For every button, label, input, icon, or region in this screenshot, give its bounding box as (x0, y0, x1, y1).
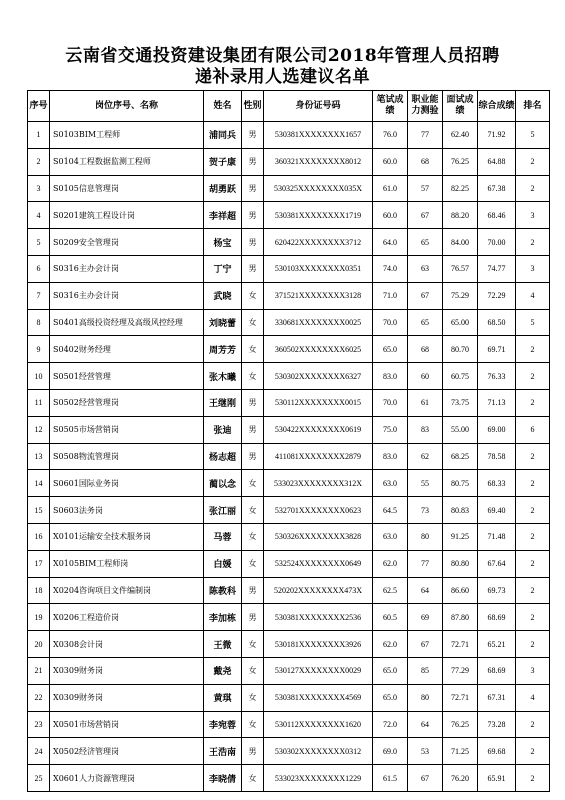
cell-rank: 6 (516, 416, 550, 443)
cell-interview-score: 71.25 (443, 738, 478, 765)
table-row (28, 577, 550, 604)
cell-interview-score: 80.70 (443, 336, 478, 363)
cell-total-score: 68.69 (478, 604, 516, 631)
cell-rank: 2 (516, 336, 550, 363)
cell-seq: 19 (28, 604, 50, 631)
cell-ability-score: 61 (408, 389, 443, 416)
cell-gender: 女 (242, 550, 264, 577)
candidate-table (27, 90, 550, 792)
cell-interview-score: 87.80 (443, 604, 478, 631)
cell-ability-score: 65 (408, 229, 443, 256)
cell-written-score: 65.0 (373, 684, 408, 711)
cell-gender: 男 (242, 738, 264, 765)
cell-seq: 11 (28, 389, 50, 416)
cell-id-number: 530325XXXXXXXX035X (264, 175, 373, 202)
table-row (28, 416, 550, 443)
table-row (28, 443, 550, 470)
cell-rank: 2 (516, 229, 550, 256)
cell-position: S0505市场营销岗 (50, 416, 204, 443)
cell-position: S0601国际业务岗 (50, 470, 204, 497)
cell-seq: 3 (28, 175, 50, 202)
cell-position: X0206工程造价岗 (50, 604, 204, 631)
cell-written-score: 70.0 (373, 309, 408, 336)
cell-id-number: 530112XXXXXXXX0015 (264, 389, 373, 416)
cell-gender: 女 (242, 282, 264, 309)
cell-interview-score: 60.75 (443, 363, 478, 390)
cell-id-number: 411081XXXXXXXX2879 (264, 443, 373, 470)
cell-written-score: 74.0 (373, 255, 408, 282)
cell-interview-score: 72.71 (443, 684, 478, 711)
table-row (28, 604, 550, 631)
cell-ability-score: 77 (408, 122, 443, 149)
cell-seq: 7 (28, 282, 50, 309)
cell-interview-score: 80.83 (443, 497, 478, 524)
cell-ability-score: 83 (408, 416, 443, 443)
cell-ability-score: 80 (408, 684, 443, 711)
cell-ability-score: 57 (408, 175, 443, 202)
cell-ability-score: 68 (408, 148, 443, 175)
cell-position: S0316主办会计岗 (50, 282, 204, 309)
cell-name: 张木曦 (204, 363, 242, 390)
cell-gender: 男 (242, 577, 264, 604)
cell-seq: 12 (28, 416, 50, 443)
cell-seq: 4 (28, 202, 50, 229)
cell-gender: 女 (242, 657, 264, 684)
cell-seq: 6 (28, 255, 50, 282)
cell-total-score: 71.48 (478, 523, 516, 550)
header-id: 身份证号码 (264, 91, 373, 122)
cell-id-number: 360502XXXXXXXX6025 (264, 336, 373, 363)
cell-gender: 女 (242, 631, 264, 658)
cell-id-number: 530302XXXXXXXX0312 (264, 738, 373, 765)
cell-total-score: 68.69 (478, 657, 516, 684)
cell-written-score: 69.0 (373, 738, 408, 765)
cell-written-score: 60.5 (373, 604, 408, 631)
table-row (28, 684, 550, 711)
cell-name: 张迪 (204, 416, 242, 443)
cell-written-score: 72.0 (373, 711, 408, 738)
cell-seq: 23 (28, 711, 50, 738)
cell-rank: 2 (516, 175, 550, 202)
cell-position: X0601人力资源管理岗 (50, 765, 204, 792)
page-subtitle: 递补录用人选建议名单 (195, 67, 370, 87)
cell-name: 李祥超 (204, 202, 242, 229)
cell-seq: 16 (28, 523, 50, 550)
cell-ability-score: 77 (408, 550, 443, 577)
cell-name: 王微 (204, 631, 242, 658)
cell-interview-score: 80.80 (443, 550, 478, 577)
cell-seq: 8 (28, 309, 50, 336)
table-row (28, 282, 550, 309)
cell-ability-score: 65 (408, 309, 443, 336)
cell-ability-score: 73 (408, 497, 443, 524)
cell-gender: 男 (242, 389, 264, 416)
cell-position: S0401高级投资经理及高级风控经理 (50, 309, 204, 336)
header-written: 笔试成绩 (373, 91, 408, 122)
header-seq: 序号 (28, 91, 50, 122)
table-row (28, 148, 550, 175)
cell-id-number: 533023XXXXXXXX1229 (264, 765, 373, 792)
table-row (28, 550, 550, 577)
cell-id-number: 530302XXXXXXXX6327 (264, 363, 373, 390)
cell-name: 李晓倩 (204, 765, 242, 792)
cell-rank: 5 (516, 122, 550, 149)
cell-rank: 3 (516, 255, 550, 282)
header-total: 综合成绩 (478, 91, 516, 122)
cell-id-number: 532524XXXXXXXX0649 (264, 550, 373, 577)
table-row (28, 497, 550, 524)
table-row (28, 175, 550, 202)
cell-ability-score: 67 (408, 631, 443, 658)
cell-written-score: 62.0 (373, 550, 408, 577)
cell-seq: 1 (28, 122, 50, 149)
cell-ability-score: 68 (408, 336, 443, 363)
cell-interview-score: 65.00 (443, 309, 478, 336)
cell-ability-score: 64 (408, 711, 443, 738)
cell-ability-score: 63 (408, 255, 443, 282)
cell-rank: 2 (516, 711, 550, 738)
header-name: 姓名 (204, 91, 242, 122)
table-row (28, 336, 550, 363)
cell-name: 蔺以念 (204, 470, 242, 497)
cell-seq: 24 (28, 738, 50, 765)
cell-name: 李宛蓉 (204, 711, 242, 738)
cell-rank: 2 (516, 497, 550, 524)
cell-id-number: 530103XXXXXXXX0351 (264, 255, 373, 282)
header-gender: 性别 (242, 91, 264, 122)
cell-gender: 男 (242, 175, 264, 202)
cell-interview-score: 86.60 (443, 577, 478, 604)
cell-position: S0603法务岗 (50, 497, 204, 524)
cell-interview-score: 72.71 (443, 631, 478, 658)
cell-gender: 男 (242, 604, 264, 631)
cell-id-number: 530381XXXXXXXX4569 (264, 684, 373, 711)
cell-total-score: 69.00 (478, 416, 516, 443)
table-row (28, 711, 550, 738)
cell-name: 王继刚 (204, 389, 242, 416)
cell-id-number: 530422XXXXXXXX0619 (264, 416, 373, 443)
cell-ability-score: 62 (408, 443, 443, 470)
cell-total-score: 67.38 (478, 175, 516, 202)
cell-rank: 2 (516, 363, 550, 390)
cell-seq: 20 (28, 631, 50, 658)
cell-gender: 女 (242, 497, 264, 524)
cell-name: 马蓉 (204, 523, 242, 550)
cell-written-score: 71.0 (373, 282, 408, 309)
cell-interview-score: 75.29 (443, 282, 478, 309)
cell-name: 贺子康 (204, 148, 242, 175)
cell-seq: 25 (28, 765, 50, 792)
table-row (28, 765, 550, 792)
cell-id-number: 520202XXXXXXXX473X (264, 577, 373, 604)
cell-position: S0201建筑工程设计岗 (50, 202, 204, 229)
table-row (28, 470, 550, 497)
cell-written-score: 62.0 (373, 631, 408, 658)
cell-interview-score: 76.20 (443, 765, 478, 792)
cell-name: 王浩南 (204, 738, 242, 765)
cell-id-number: 360321XXXXXXXX8012 (264, 148, 373, 175)
cell-gender: 女 (242, 684, 264, 711)
cell-seq: 22 (28, 684, 50, 711)
cell-seq: 10 (28, 363, 50, 390)
cell-name: 武晓 (204, 282, 242, 309)
cell-seq: 13 (28, 443, 50, 470)
cell-ability-score: 55 (408, 470, 443, 497)
cell-total-score: 65.91 (478, 765, 516, 792)
cell-written-score: 61.5 (373, 765, 408, 792)
cell-written-score: 83.0 (373, 443, 408, 470)
cell-interview-score: 77.29 (443, 657, 478, 684)
cell-rank: 2 (516, 523, 550, 550)
cell-seq: 21 (28, 657, 50, 684)
cell-position: X0501市场营销岗 (50, 711, 204, 738)
cell-id-number: 530381XXXXXXXX1719 (264, 202, 373, 229)
cell-position: X0204咨询项目文件编制岗 (50, 577, 204, 604)
table-row (28, 229, 550, 256)
cell-id-number: 530381XXXXXXXX1657 (264, 122, 373, 149)
cell-position: S0104工程数据监测工程师 (50, 148, 204, 175)
cell-written-score: 64.0 (373, 229, 408, 256)
cell-gender: 男 (242, 255, 264, 282)
cell-name: 杨宝 (204, 229, 242, 256)
cell-interview-score: 88.20 (443, 202, 478, 229)
cell-id-number: 532701XXXXXXXX0623 (264, 497, 373, 524)
cell-name: 黄琪 (204, 684, 242, 711)
cell-gender: 男 (242, 148, 264, 175)
table-row (28, 122, 550, 149)
table-row (28, 738, 550, 765)
cell-gender: 男 (242, 202, 264, 229)
cell-seq: 5 (28, 229, 50, 256)
cell-position: S0402财务经理 (50, 336, 204, 363)
cell-position: X0101运输安全技术服务岗 (50, 523, 204, 550)
cell-interview-score: 62.40 (443, 122, 478, 149)
cell-written-score: 76.0 (373, 122, 408, 149)
cell-written-score: 63.0 (373, 470, 408, 497)
cell-total-score: 72.29 (478, 282, 516, 309)
page-title: 云南省交通投资建设集团有限公司2018年管理人员招聘 (65, 46, 500, 66)
cell-id-number: 533023XXXXXXXX312X (264, 470, 373, 497)
cell-written-score: 65.0 (373, 336, 408, 363)
cell-gender: 女 (242, 470, 264, 497)
cell-total-score: 78.58 (478, 443, 516, 470)
cell-gender: 男 (242, 122, 264, 149)
cell-position: X0308会计岗 (50, 631, 204, 658)
cell-id-number: 530326XXXXXXXX3828 (264, 523, 373, 550)
cell-rank: 3 (516, 657, 550, 684)
table-header-row (28, 91, 550, 122)
cell-total-score: 74.77 (478, 255, 516, 282)
cell-position: X0309财务岗 (50, 657, 204, 684)
cell-name: 杨志超 (204, 443, 242, 470)
cell-name: 刘晓蕾 (204, 309, 242, 336)
cell-gender: 男 (242, 416, 264, 443)
cell-id-number: 330681XXXXXXXX0025 (264, 309, 373, 336)
cell-total-score: 71.92 (478, 122, 516, 149)
cell-written-score: 75.0 (373, 416, 408, 443)
cell-ability-score: 67 (408, 282, 443, 309)
header-interview: 面试成绩 (443, 91, 478, 122)
cell-seq: 17 (28, 550, 50, 577)
cell-name: 胡勇跃 (204, 175, 242, 202)
cell-position: S0502经营管理岗 (50, 389, 204, 416)
cell-total-score: 65.21 (478, 631, 516, 658)
cell-written-score: 60.0 (373, 202, 408, 229)
cell-seq: 9 (28, 336, 50, 363)
cell-interview-score: 76.25 (443, 148, 478, 175)
cell-total-score: 68.33 (478, 470, 516, 497)
cell-position: X0309财务岗 (50, 684, 204, 711)
cell-total-score: 69.71 (478, 336, 516, 363)
cell-gender: 女 (242, 309, 264, 336)
table-row (28, 631, 550, 658)
cell-rank: 2 (516, 631, 550, 658)
cell-written-score: 70.0 (373, 389, 408, 416)
cell-name: 丁宁 (204, 255, 242, 282)
cell-written-score: 61.0 (373, 175, 408, 202)
cell-name: 周芳芳 (204, 336, 242, 363)
cell-rank: 2 (516, 443, 550, 470)
table-row (28, 657, 550, 684)
cell-position: S0508物流管理岗 (50, 443, 204, 470)
cell-rank: 2 (516, 550, 550, 577)
table-row (28, 202, 550, 229)
cell-interview-score: 76.25 (443, 711, 478, 738)
cell-rank: 2 (516, 470, 550, 497)
cell-rank: 4 (516, 282, 550, 309)
header-rank: 排名 (516, 91, 550, 122)
cell-written-score: 64.5 (373, 497, 408, 524)
cell-rank: 4 (516, 684, 550, 711)
cell-rank: 2 (516, 604, 550, 631)
cell-rank: 2 (516, 765, 550, 792)
cell-position: S0501经营管理 (50, 363, 204, 390)
cell-id-number: 530381XXXXXXXX2536 (264, 604, 373, 631)
cell-id-number: 530127XXXXXXXX0029 (264, 657, 373, 684)
cell-written-score: 63.0 (373, 523, 408, 550)
cell-ability-score: 64 (408, 577, 443, 604)
cell-seq: 14 (28, 470, 50, 497)
cell-written-score: 83.0 (373, 363, 408, 390)
cell-id-number: 530112XXXXXXXX1620 (264, 711, 373, 738)
cell-gender: 女 (242, 765, 264, 792)
cell-rank: 2 (516, 577, 550, 604)
cell-gender: 男 (242, 229, 264, 256)
cell-seq: 18 (28, 577, 50, 604)
cell-position: S0105信息管理岗 (50, 175, 204, 202)
cell-position: S0316主办会计岗 (50, 255, 204, 282)
cell-gender: 男 (242, 443, 264, 470)
cell-position: S0209安全管理岗 (50, 229, 204, 256)
cell-total-score: 69.40 (478, 497, 516, 524)
cell-name: 白媛 (204, 550, 242, 577)
cell-interview-score: 82.25 (443, 175, 478, 202)
table-row (28, 255, 550, 282)
cell-gender: 女 (242, 523, 264, 550)
cell-id-number: 530181XXXXXXXX3926 (264, 631, 373, 658)
cell-interview-score: 55.00 (443, 416, 478, 443)
header-position: 岗位序号、名称 (50, 91, 204, 122)
cell-total-score: 64.88 (478, 148, 516, 175)
table-row (28, 523, 550, 550)
cell-rank: 2 (516, 738, 550, 765)
cell-position: S0103BIM工程师 (50, 122, 204, 149)
cell-gender: 女 (242, 336, 264, 363)
cell-id-number: 620422XXXXXXXX3712 (264, 229, 373, 256)
cell-interview-score: 84.00 (443, 229, 478, 256)
cell-name: 陈教科 (204, 577, 242, 604)
cell-total-score: 70.00 (478, 229, 516, 256)
cell-seq: 15 (28, 497, 50, 524)
cell-ability-score: 60 (408, 363, 443, 390)
cell-interview-score: 80.75 (443, 470, 478, 497)
cell-interview-score: 68.25 (443, 443, 478, 470)
cell-written-score: 65.0 (373, 657, 408, 684)
cell-total-score: 68.50 (478, 309, 516, 336)
cell-ability-score: 69 (408, 604, 443, 631)
cell-total-score: 73.28 (478, 711, 516, 738)
cell-rank: 2 (516, 389, 550, 416)
cell-ability-score: 67 (408, 765, 443, 792)
cell-name: 戴尧 (204, 657, 242, 684)
header-ability: 职业能力测验 (408, 91, 443, 122)
cell-total-score: 68.46 (478, 202, 516, 229)
cell-position: X0105BIM工程师岗 (50, 550, 204, 577)
cell-rank: 2 (516, 148, 550, 175)
cell-total-score: 76.33 (478, 363, 516, 390)
cell-rank: 3 (516, 202, 550, 229)
table-row (28, 389, 550, 416)
cell-total-score: 69.68 (478, 738, 516, 765)
cell-written-score: 62.5 (373, 577, 408, 604)
cell-ability-score: 80 (408, 523, 443, 550)
cell-name: 张江丽 (204, 497, 242, 524)
cell-interview-score: 76.57 (443, 255, 478, 282)
cell-total-score: 67.64 (478, 550, 516, 577)
table-row (28, 309, 550, 336)
cell-gender: 女 (242, 711, 264, 738)
cell-total-score: 71.13 (478, 389, 516, 416)
cell-ability-score: 53 (408, 738, 443, 765)
cell-ability-score: 85 (408, 657, 443, 684)
cell-id-number: 371521XXXXXXXX3128 (264, 282, 373, 309)
cell-ability-score: 67 (408, 202, 443, 229)
cell-gender: 女 (242, 363, 264, 390)
cell-name: 浦同兵 (204, 122, 242, 149)
cell-total-score: 69.73 (478, 577, 516, 604)
cell-rank: 5 (516, 309, 550, 336)
cell-interview-score: 73.75 (443, 389, 478, 416)
cell-interview-score: 91.25 (443, 523, 478, 550)
table-row (28, 363, 550, 390)
cell-written-score: 60.0 (373, 148, 408, 175)
cell-position: X0502经济管理岗 (50, 738, 204, 765)
cell-name: 李加栋 (204, 604, 242, 631)
cell-seq: 2 (28, 148, 50, 175)
cell-total-score: 67.31 (478, 684, 516, 711)
